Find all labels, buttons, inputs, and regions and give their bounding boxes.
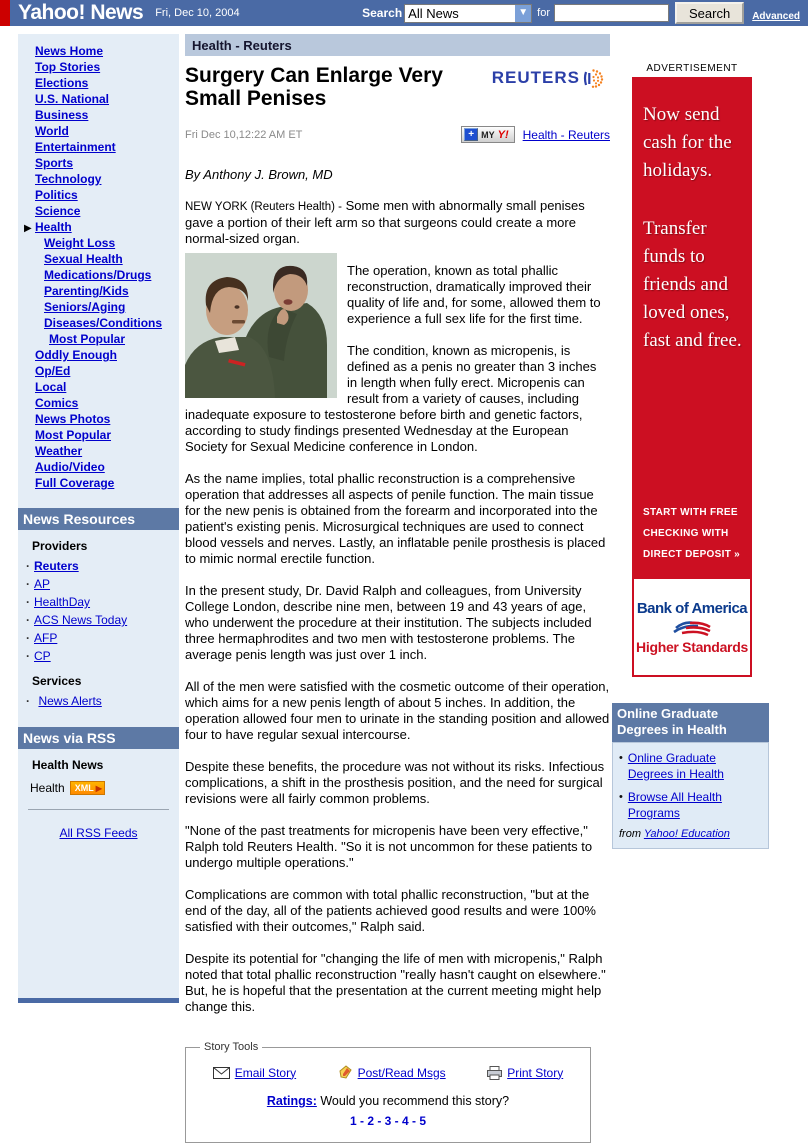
article-photo xyxy=(185,253,337,398)
add-to-my-yahoo-button[interactable]: + MY Y! xyxy=(461,126,515,143)
sidebar-item-science[interactable]: Science xyxy=(35,204,81,218)
article-paragraph: The condition, known as micropenis, is defined as a penis no greater than 3 inches in length when fully erect. Micropenis can result from a variety of causes, including inadequate exposure to testosterone before birth and genetic factors, according to study findings presented Wednesday at the European Society for Sexual Medicine conference in London. xyxy=(185,343,597,454)
for-label: for xyxy=(537,7,550,19)
sidebar-item-sports[interactable]: Sports xyxy=(35,156,74,170)
bullet-icon: • xyxy=(619,752,623,764)
provider-afp[interactable]: AFP xyxy=(34,631,58,645)
email-story-link[interactable]: Email Story xyxy=(234,1065,297,1080)
article-paragraph: The operation, known as total phallic reconstruction, dramatically improved their quality of life and, for some, allowed them to experience a full sex life for the first time. xyxy=(347,263,601,326)
search-scope-select[interactable] xyxy=(404,4,532,23)
search-label: Search xyxy=(362,6,403,20)
reuters-logo: REUTERS xyxy=(492,68,604,110)
sidebar-item-seniors-aging[interactable]: Seniors/Aging xyxy=(44,300,126,314)
top-bar xyxy=(0,0,808,26)
ad-headline-1: Now send cash for the holidays. xyxy=(643,104,732,181)
sidebar-item-elections[interactable]: Elections xyxy=(35,76,89,90)
bullet-icon: · xyxy=(26,694,30,708)
sidebar-item-weight-loss[interactable]: Weight Loss xyxy=(44,236,116,250)
article-headline: Surgery Can Enlarge Very Small Penises xyxy=(185,64,443,110)
ad-brand-area xyxy=(634,579,750,675)
bullet-icon: · xyxy=(26,649,30,663)
all-rss-feeds-link[interactable]: All RSS Feeds xyxy=(59,826,138,840)
bank-of-america-logo: Bank of America xyxy=(636,599,748,617)
xml-arrow-icon: ▶ xyxy=(95,783,102,793)
sidebar-item-comics[interactable]: Comics xyxy=(35,396,79,410)
graduate-degrees-box xyxy=(612,703,769,849)
chevron-down-icon[interactable]: ▼ xyxy=(515,5,531,22)
ad-cta: START WITH FREE CHECKING WITH DIRECT DEPOSIT » xyxy=(643,507,741,560)
publish-timestamp: Fri Dec 10,12:22 AM ET xyxy=(185,128,303,141)
sidebar-item-top-stories[interactable]: Top Stories xyxy=(35,60,101,74)
news-resources-header: News Resources xyxy=(18,508,179,530)
bofa-flag-icon xyxy=(672,619,712,637)
sidebar-nav xyxy=(18,34,179,491)
news-via-rss-header: News via RSS xyxy=(18,727,179,749)
sidebar-item-diseases-conditions[interactable]: Diseases/Conditions xyxy=(44,316,163,330)
xml-feed-badge[interactable]: XML ▶ xyxy=(70,781,105,795)
sidebar-item-news-home[interactable]: News Home xyxy=(35,44,104,58)
advanced-search-link[interactable]: Advanced xyxy=(752,10,800,22)
provider-healthday[interactable]: HealthDay xyxy=(34,595,91,609)
sidebar-item-weather[interactable]: Weather xyxy=(35,444,83,458)
ratings-scale[interactable]: 1 - 2 - 3 - 4 - 5 xyxy=(349,1114,427,1128)
bank-ad-banner[interactable] xyxy=(632,77,752,677)
provider-reuters[interactable]: Reuters xyxy=(34,559,79,573)
story-tools-box xyxy=(185,1041,591,1143)
ratings-question: Would you recommend this story? xyxy=(320,1094,510,1108)
print-icon xyxy=(487,1066,502,1080)
article-paragraph: All of the men were satisfied with the cosmetic outcome of their operation, which aims for a new penis length of about 5 inches. In addition, the operation allowed four men to urinate in the standing position and allowed four to have regular sexual intercourse. xyxy=(185,679,610,742)
sidebar-item-world[interactable]: World xyxy=(35,124,69,138)
reuters-globe-icon xyxy=(583,68,604,89)
ad-headline-2: Transfer funds to friends and loved ones, fast and free. xyxy=(643,218,742,351)
provider-cp[interactable]: CP xyxy=(34,649,51,663)
sidebar-item-health[interactable]: Health xyxy=(35,220,72,234)
sidebar-item-local[interactable]: Local xyxy=(35,380,67,394)
article-column xyxy=(185,34,610,1143)
post-msgs-icon xyxy=(338,1065,353,1080)
promo-from-label: from xyxy=(619,828,641,840)
sidebar-item-technology[interactable]: Technology xyxy=(35,172,102,186)
bullet-icon: • xyxy=(619,791,623,803)
yahoo-education-link[interactable]: Yahoo! Education xyxy=(643,828,730,840)
corner-red-block xyxy=(0,0,10,26)
article-paragraph: Despite its potential for "changing the life of men with micropenis," Ralph noted that total phallic reconstruction "really hasn't caught on elsewhere." But, he is hopeful that the presentation at the current meeting might help change this. xyxy=(185,951,606,1014)
promo-link-browse[interactable]: Browse All Health Programs xyxy=(627,790,722,820)
bullet-icon: · xyxy=(26,577,30,591)
sidebar-item-op-ed[interactable]: Op/Ed xyxy=(35,364,71,378)
bullet-icon: · xyxy=(26,595,30,609)
sidebar-item-parenting-kids[interactable]: Parenting/Kids xyxy=(44,284,129,298)
lead-paragraph: NEW YORK (Reuters Health) - Some men with abnormally small penises gave a portion of their left arm so that surgeons could create a more normal-sized organ. xyxy=(185,198,585,246)
provider-acs-news-today[interactable]: ACS News Today xyxy=(34,613,128,627)
services-label: Services xyxy=(32,674,82,688)
health-news-label: Health News xyxy=(32,758,104,772)
section-title-bar: Health - Reuters xyxy=(185,34,610,56)
article-paragraph: Complications are common with total phallic reconstruction, "but at the end of the day, all of the patients achieved good results and were 100% satisfied with their outcomes," Ralph said. xyxy=(185,887,596,934)
topbar-date: Fri, Dec 10, 2004 xyxy=(155,7,240,19)
story-tools-legend: Story Tools xyxy=(204,1041,259,1053)
article-paragraph: In the present study, Dr. David Ralph and colleagues, from University College London, describe nine men, between 19 and 43 years of age, who underwent the procedure at their institution. The subjects included three hermaphrodites and two men with testosterone problems. The average penis length was just over 1 inch. xyxy=(185,583,592,662)
active-section-arrow-icon: ▶ xyxy=(24,223,32,234)
article-paragraph: As the name implies, total phallic reconstruction is a comprehensive operation that addresses all aspects of penile function. The main tissue for the new penis is obtained from the forearm and incorporated into the patient's existing penis. Microsurgical techniques are used to connect blood vessels and nerves. Lastly, an inflatable penile prosthesis is placed to mimic normal erectile function. xyxy=(185,471,606,566)
provider-ap[interactable]: AP xyxy=(34,577,51,591)
search-scope-value: All News xyxy=(408,5,459,21)
rss-feed-label: Health xyxy=(30,781,65,795)
yahoo-news-logo[interactable]: Yahoo! News xyxy=(18,1,144,24)
sidebar-item-politics[interactable]: Politics xyxy=(35,188,78,202)
article-byline: By Anthony J. Brown, MD xyxy=(185,167,333,182)
sidebar-item-most-popular[interactable]: Most Popular xyxy=(35,428,112,442)
sidebar-divider xyxy=(28,809,169,810)
bullet-icon: · xyxy=(26,559,30,573)
dateline: NEW YORK (Reuters Health) - xyxy=(185,201,342,213)
providers-label: Providers xyxy=(32,539,88,553)
sidebar-item-entertainment[interactable]: Entertainment xyxy=(35,140,116,154)
ratings-link[interactable]: Ratings: xyxy=(266,1094,317,1108)
email-icon xyxy=(213,1067,230,1079)
article-body xyxy=(185,198,610,1015)
sidebar-footer-bar xyxy=(18,998,179,1003)
bullet-icon: · xyxy=(26,631,30,645)
search-input[interactable] xyxy=(554,4,669,22)
sidebar-item-sexual-health[interactable]: Sexual Health xyxy=(44,252,123,266)
sidebar-item-audio-video[interactable]: Audio/Video xyxy=(35,460,105,474)
sidebar-item-most-popular-health[interactable]: Most Popular xyxy=(49,332,126,346)
bullet-icon: · xyxy=(26,613,30,627)
plus-icon: + xyxy=(464,128,478,141)
article-paragraph: Despite these benefits, the procedure was not without its risks. Infectious complications, a shift in the prosthesis position, and the need for surgical revisions were all fairly common problems. xyxy=(185,759,605,806)
sidebar-item-medications-drugs[interactable]: Medications/Drugs xyxy=(44,268,152,282)
section-feed-link[interactable]: Health - Reuters xyxy=(522,127,610,142)
sidebar-item-news-photos[interactable]: News Photos xyxy=(35,412,111,426)
advertisement-label: ADVERTISEMENT xyxy=(646,63,738,74)
sidebar-item-us-national[interactable]: U.S. National xyxy=(35,92,110,106)
promo-link-degrees[interactable]: Online Graduate Degrees in Health xyxy=(627,751,724,781)
promo-title: Online Graduate Degrees in Health xyxy=(612,703,769,742)
sidebar-item-business[interactable]: Business xyxy=(35,108,89,122)
sidebar-item-oddly-enough[interactable]: Oddly Enough xyxy=(35,348,117,362)
print-story-link[interactable]: Print Story xyxy=(507,1065,564,1080)
search-button[interactable]: Search xyxy=(675,2,744,24)
article-paragraph: "None of the past treatments for micropenis have been very effective," Ralph told Reuters Health. "So it is not uncommon for these patients to undergo multiple operations." xyxy=(185,823,593,870)
post-read-msgs-link[interactable]: Post/Read Msgs xyxy=(357,1065,446,1080)
service-news-alerts[interactable]: News Alerts xyxy=(38,694,102,708)
sidebar-item-full-coverage[interactable]: Full Coverage xyxy=(35,476,115,490)
bofa-tagline: Higher Standards xyxy=(636,638,748,655)
left-sidebar xyxy=(18,34,179,1003)
